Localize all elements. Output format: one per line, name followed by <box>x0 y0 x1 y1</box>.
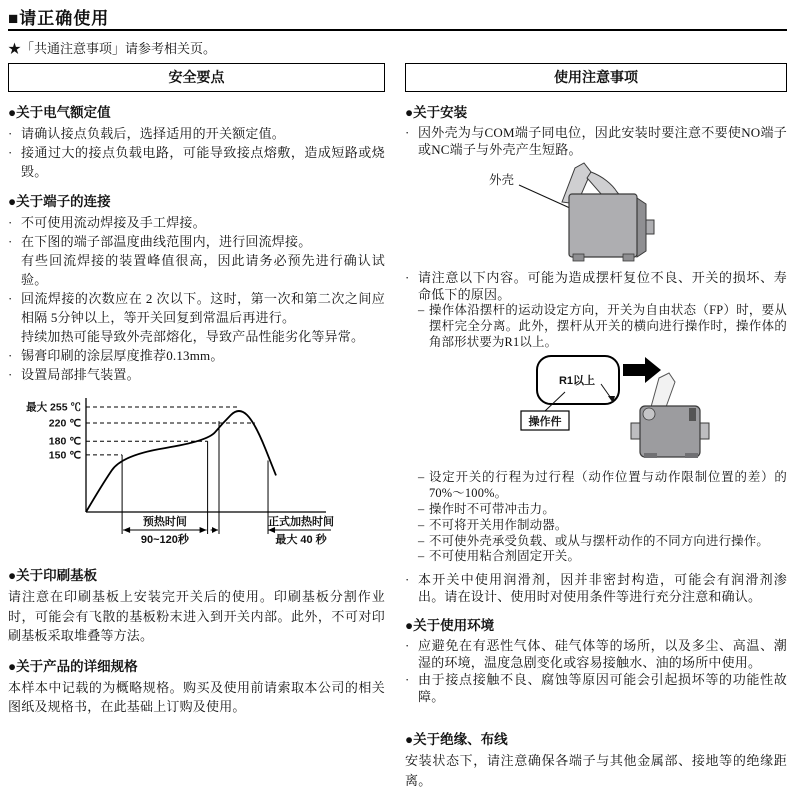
list-item <box>8 346 385 365</box>
list-item <box>405 671 787 705</box>
item-text: 回流焊接的次数应在 2 次以下。这时，第一次和第二次之间应相隔 5分钟以上，等开关回复到常温后再进行。 <box>21 291 385 325</box>
page-title: ■请正确使用 <box>8 9 110 28</box>
bullet-marker: · <box>8 348 13 363</box>
section-pcb <box>8 564 385 646</box>
dash-marker: – <box>418 549 425 564</box>
section-electrical-rating <box>8 101 385 181</box>
bullet-marker: · <box>8 145 13 160</box>
sub-item <box>418 502 787 518</box>
section-title: ●关于绝缘、布线 <box>405 732 508 748</box>
section-body: 请注意在印刷基板上安装完开关后的使用。印刷基板分割作业时，可能会有飞散的基板粉末进入到开关内部。此外，不可对印刷基板采取堆叠等方法。 <box>8 589 385 643</box>
dash-marker: – <box>418 303 425 317</box>
switch-terminal-tab <box>646 220 654 234</box>
list-item <box>8 365 385 384</box>
item-text: 接通过大的接点负载电路，可能导致接点熔敷，造成短路或烧毁。 <box>21 145 385 179</box>
section-title: ●关于产品的详细规格 <box>8 658 138 674</box>
item-text: 锡膏印刷的涂层厚度推荐0.13mm。 <box>21 348 224 363</box>
item-text: 设定开关的行程为过行程（动作位置与动作限制位置的差）的70%～100%。 <box>429 470 787 501</box>
item-text: 请注意以下内容。可能为造成摆杆复位不良、开关的损坏、寿命低下的原因。 <box>418 270 787 302</box>
bullet-marker: · <box>8 126 13 141</box>
switch-foot <box>644 453 657 458</box>
item-text: 应避免在有恶性气体、硅气体等的场所，以及多尘、高温、潮湿的环境，温度急剧变化或容易接触水、油的场所中使用。 <box>418 638 787 671</box>
item-text: 请确认接点负载后，选择适用的开关额定值。 <box>21 126 286 141</box>
item-text: 有些回流焊接的装置峰值很高，因此请务必预先进行确认试验。 <box>21 253 385 287</box>
svg-text:最大 255 ℃: 最大 255 ℃ <box>26 401 81 414</box>
sub-item <box>418 470 787 502</box>
section-terminal-connection <box>8 190 385 384</box>
bullet-marker: · <box>405 125 410 140</box>
direction-arrow-icon <box>623 357 661 383</box>
svg-text:150 ℃: 150 ℃ <box>48 449 81 462</box>
dash-marker: – <box>418 470 425 485</box>
dash-marker: – <box>418 517 425 532</box>
bullet-marker: · <box>8 234 13 249</box>
svg-text:220 ℃: 220 ℃ <box>48 417 81 430</box>
reflow-chart-svg <box>26 392 344 550</box>
item-text: 不可使用流动焊接及手工焊接。 <box>21 215 206 230</box>
list-item <box>405 269 787 303</box>
item-text: 持续加热可能导致外壳部熔化，导致产品性能劣化等异常。 <box>21 329 365 344</box>
dash-marker: – <box>418 501 425 516</box>
item-text: 因外壳为与COM端子同电位，因此安装时要注意不要使NO端子或NC端子与外壳产生短路。 <box>418 125 787 157</box>
item-text: 不可使外壳承受负载、或从与摆杆动作的不同方向进行操作。 <box>429 533 769 548</box>
section-title: ●关于电气额定值 <box>8 105 111 120</box>
bullet-marker: · <box>405 638 410 654</box>
svg-text:90~120秒: 90~120秒 <box>140 534 189 546</box>
section-insulation-wiring <box>405 728 787 790</box>
switch-pivot <box>643 408 655 420</box>
svg-text:最大 40 秒: 最大 40 秒 <box>275 534 327 546</box>
list-item <box>8 232 385 251</box>
dash-marker: – <box>418 533 425 548</box>
section-installation <box>405 101 787 605</box>
bullet-marker: · <box>8 215 13 230</box>
switch-foot <box>623 254 634 261</box>
usage-header: 使用注意事项 <box>405 63 787 92</box>
safety-column <box>8 63 385 717</box>
bullet-marker: · <box>405 572 410 588</box>
section-title: ●关于印刷基板 <box>8 568 98 583</box>
section-title: ●关于安装 <box>405 105 468 120</box>
bullet-marker: · <box>8 367 13 382</box>
section-environment <box>405 614 787 705</box>
section-body: 本样本中记载的为概略规格。购买及使用前请索取本公司的相关图纸及规格书，在此基础上订购及使用。 <box>8 679 385 714</box>
bullet-marker: · <box>8 291 13 306</box>
list-item <box>8 213 385 232</box>
item-text: 不可使用粘合剂固定开关。 <box>429 549 581 564</box>
section-body: 安装状态下，请注意确保各端子与其他金属部、接地等的绝缘距离。 <box>405 753 787 788</box>
item-text: 设置局部排气装置。 <box>21 367 140 382</box>
operator-label: 操作件 <box>528 416 562 429</box>
operator-piece-figure <box>405 350 787 465</box>
section-title: ●关于使用环境 <box>405 618 495 634</box>
item-text: 不可将开关用作制动器。 <box>429 517 568 532</box>
sub-item <box>418 534 787 550</box>
list-item <box>405 124 787 158</box>
list-item <box>405 637 787 671</box>
sub-item <box>418 518 787 534</box>
reference-note: ★「共通注意事项」请参考相关页。 <box>8 41 217 56</box>
switch-lever <box>651 373 675 407</box>
switch-side-face <box>637 198 646 257</box>
switch-foot <box>573 254 584 261</box>
bullet-marker: · <box>405 270 410 285</box>
list-item <box>405 571 787 605</box>
r1-label: R1以上 <box>558 375 596 388</box>
title-rule <box>8 29 787 31</box>
svg-text:正式加热时间: 正式加热时间 <box>268 516 335 528</box>
list-item <box>8 124 385 143</box>
section-detailed-spec <box>8 655 385 717</box>
item-text: 操作时不可带冲击力。 <box>429 501 555 516</box>
bullet-marker <box>8 327 21 346</box>
switch-body <box>569 194 637 257</box>
bullet-marker <box>8 251 21 289</box>
usage-column <box>405 63 787 790</box>
switch-case-figure <box>405 158 787 264</box>
sub-item <box>418 303 787 350</box>
sub-item <box>418 549 787 565</box>
switch-slot <box>689 408 696 421</box>
svg-text:预热时间: 预热时间 <box>142 516 187 528</box>
section-title: ●关于端子的连接 <box>8 194 111 209</box>
item-text: 在下图的端子部温度曲线范围内，进行回流焊接。 <box>21 234 312 249</box>
item-text: 操作体沿摆杆的运动设定方向，开关为自由状态（FP）时，要从摆杆完全分离。此外，摆杆从开关的横向进行操作时，操作体的角部形状要为R1以上。 <box>429 303 787 349</box>
item-text: 本开关中使用润滑剂，因并非密封构造，可能会有润滑剂渗出。请在设计、使用时对使用条件等进行充分注意和确认。 <box>418 572 787 605</box>
switch-foot <box>685 453 698 458</box>
list-item <box>8 143 385 181</box>
svg-text:180 ℃: 180 ℃ <box>48 435 81 448</box>
list-item <box>8 289 385 327</box>
bullet-marker: · <box>405 672 410 688</box>
item-text: 由于接点接触不良、腐蚀等原因可能会引起损坏等的功能性故障。 <box>418 672 787 705</box>
list-item <box>8 251 385 289</box>
case-label: 外壳 <box>489 173 515 187</box>
reflow-temperature-chart <box>26 392 385 555</box>
list-item <box>8 327 385 346</box>
safety-header: 安全要点 <box>8 63 385 92</box>
